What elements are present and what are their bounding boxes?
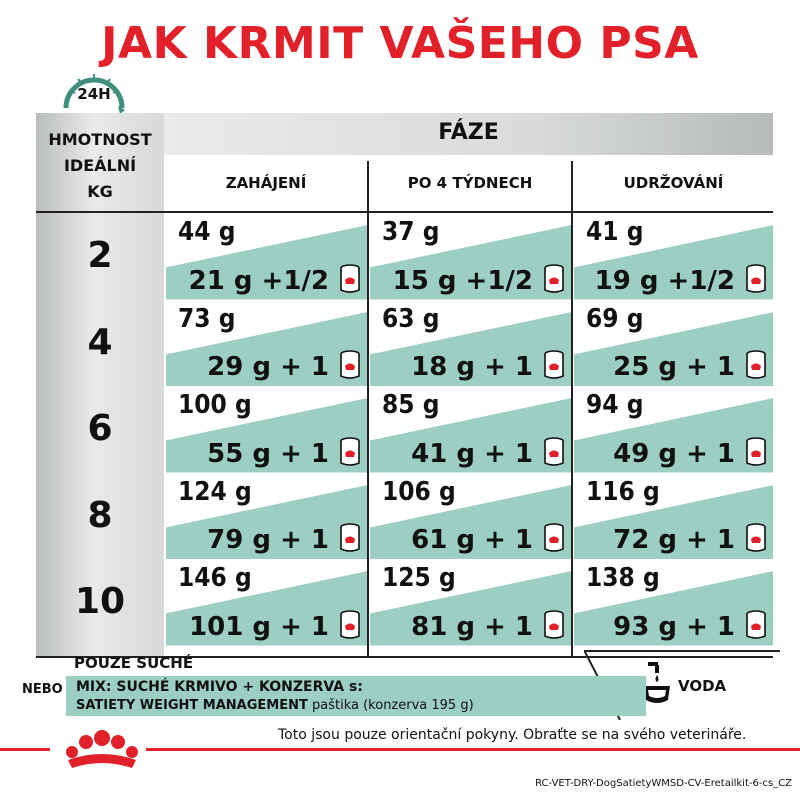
column-divider-2 [571, 161, 573, 658]
phase-header: FÁZE [438, 120, 499, 145]
row-separator [574, 646, 773, 648]
dry-amount: 94 g [586, 390, 644, 420]
mix-amount: 41 g + 1 [411, 438, 533, 469]
legend-only-dry: POUZE SUCHÉ [74, 654, 194, 672]
clock-24h-icon [58, 66, 130, 116]
can-icon [543, 610, 565, 640]
row-separator [370, 646, 571, 648]
dry-amount: 146 g [178, 563, 252, 593]
feeding-cell [166, 215, 367, 300]
header-divider [36, 211, 773, 213]
can-icon [339, 610, 361, 640]
legend-mix-line1: MIX: SUCHÉ KRMIVO + KONZERVA s: [76, 679, 363, 695]
feeding-cell [370, 475, 571, 560]
weight-value: 10 [74, 581, 126, 622]
column-divider-1 [367, 161, 369, 658]
can-icon [543, 523, 565, 553]
row-separator [166, 646, 367, 648]
weight-header-line1: HMOTNOST [48, 130, 152, 149]
mix-amount: 19 g +1/2 [594, 265, 735, 296]
mix-amount: 25 g + 1 [613, 352, 735, 382]
feeding-cell [166, 561, 367, 646]
feeding-cell [574, 475, 773, 560]
royal-canin-crown-logo [50, 728, 146, 772]
can-icon [339, 350, 361, 380]
can-icon [543, 350, 565, 380]
can-icon [339, 264, 361, 294]
clock-label: 24H [77, 85, 111, 103]
feeding-cell [574, 302, 773, 387]
document-code: RC-VET-DRY-DogSatietyWMSD-CV-Eretailkit-6-cs_CZ [535, 778, 792, 789]
can-icon [745, 350, 767, 380]
feeding-cell [166, 475, 367, 560]
mix-amount: 55 g + 1 [207, 438, 329, 469]
weight-value: 8 [87, 494, 113, 536]
dry-amount: 69 g [586, 303, 644, 334]
legend-or: NEBO [22, 682, 63, 697]
column-header-4-weeks: PO 4 TÝDNECH [370, 155, 570, 212]
feeding-cell [574, 215, 773, 300]
mix-amount: 81 g + 1 [411, 611, 533, 642]
dry-amount: 44 g [178, 217, 236, 247]
column-header-maintenance: UDRŽOVÁNÍ [574, 155, 773, 212]
weight-value: 4 [87, 321, 113, 363]
weight-header-line2: IDEÁLNÍ [63, 156, 137, 175]
mix-amount: 72 g + 1 [613, 525, 735, 555]
mix-amount: 15 g +1/2 [392, 265, 533, 296]
mix-amount: 93 g + 1 [613, 611, 735, 642]
can-icon [745, 264, 767, 294]
dry-amount: 138 g [586, 563, 660, 593]
dry-amount: 116 g [586, 476, 660, 507]
mix-amount: 18 g + 1 [411, 352, 533, 382]
mix-amount: 61 g + 1 [411, 525, 533, 555]
can-icon [745, 610, 767, 640]
weight-value: 6 [87, 408, 113, 449]
dry-amount: 85 g [382, 390, 440, 420]
dry-amount: 73 g [178, 303, 236, 334]
can-icon [543, 437, 565, 467]
dry-amount: 41 g [586, 217, 644, 247]
dry-amount: 125 g [382, 563, 456, 593]
water-label: VODA [678, 677, 727, 695]
mix-amount: 79 g + 1 [207, 525, 329, 555]
feeding-cell [574, 561, 773, 646]
feeding-table [36, 113, 773, 658]
can-icon [339, 523, 361, 553]
column-header-start: ZAHÁJENÍ [166, 155, 366, 212]
can-icon [745, 523, 767, 553]
dry-amount: 106 g [382, 476, 456, 507]
can-icon [339, 437, 361, 467]
legend-product-name: SATIETY WEIGHT MANAGEMENT [76, 698, 308, 713]
can-icon [543, 264, 565, 294]
feeding-cell [370, 215, 571, 300]
weight-value: 2 [87, 235, 113, 276]
dry-amount: 124 g [178, 476, 252, 507]
feeding-cell [166, 302, 367, 387]
feeding-cell [370, 388, 571, 473]
dry-amount: 100 g [178, 390, 252, 420]
dry-amount: 63 g [382, 303, 440, 334]
feeding-cell [166, 388, 367, 473]
feeding-cell [370, 561, 571, 646]
dry-amount: 37 g [382, 217, 440, 247]
water-bowl-icon [642, 660, 672, 706]
legend-mix-line2 [76, 698, 474, 713]
guidance-note: Toto jsou pouze orientační pokyny. Obraťte se na svého veterináře. [278, 727, 747, 743]
weight-header-line3: KG [87, 182, 113, 201]
feeding-cell [574, 388, 773, 473]
legend-product-detail: paštika (konzerva 195 g) [307, 698, 474, 713]
page-title: JAK KRMIT VAŠEHO PSA [101, 18, 699, 69]
weight-header [36, 127, 164, 205]
mix-amount: 101 g + 1 [189, 611, 329, 642]
mix-amount: 49 g + 1 [613, 438, 735, 469]
mix-amount: 21 g +1/2 [188, 265, 329, 296]
can-icon [745, 437, 767, 467]
feeding-cell [370, 302, 571, 387]
mix-amount: 29 g + 1 [207, 352, 329, 382]
